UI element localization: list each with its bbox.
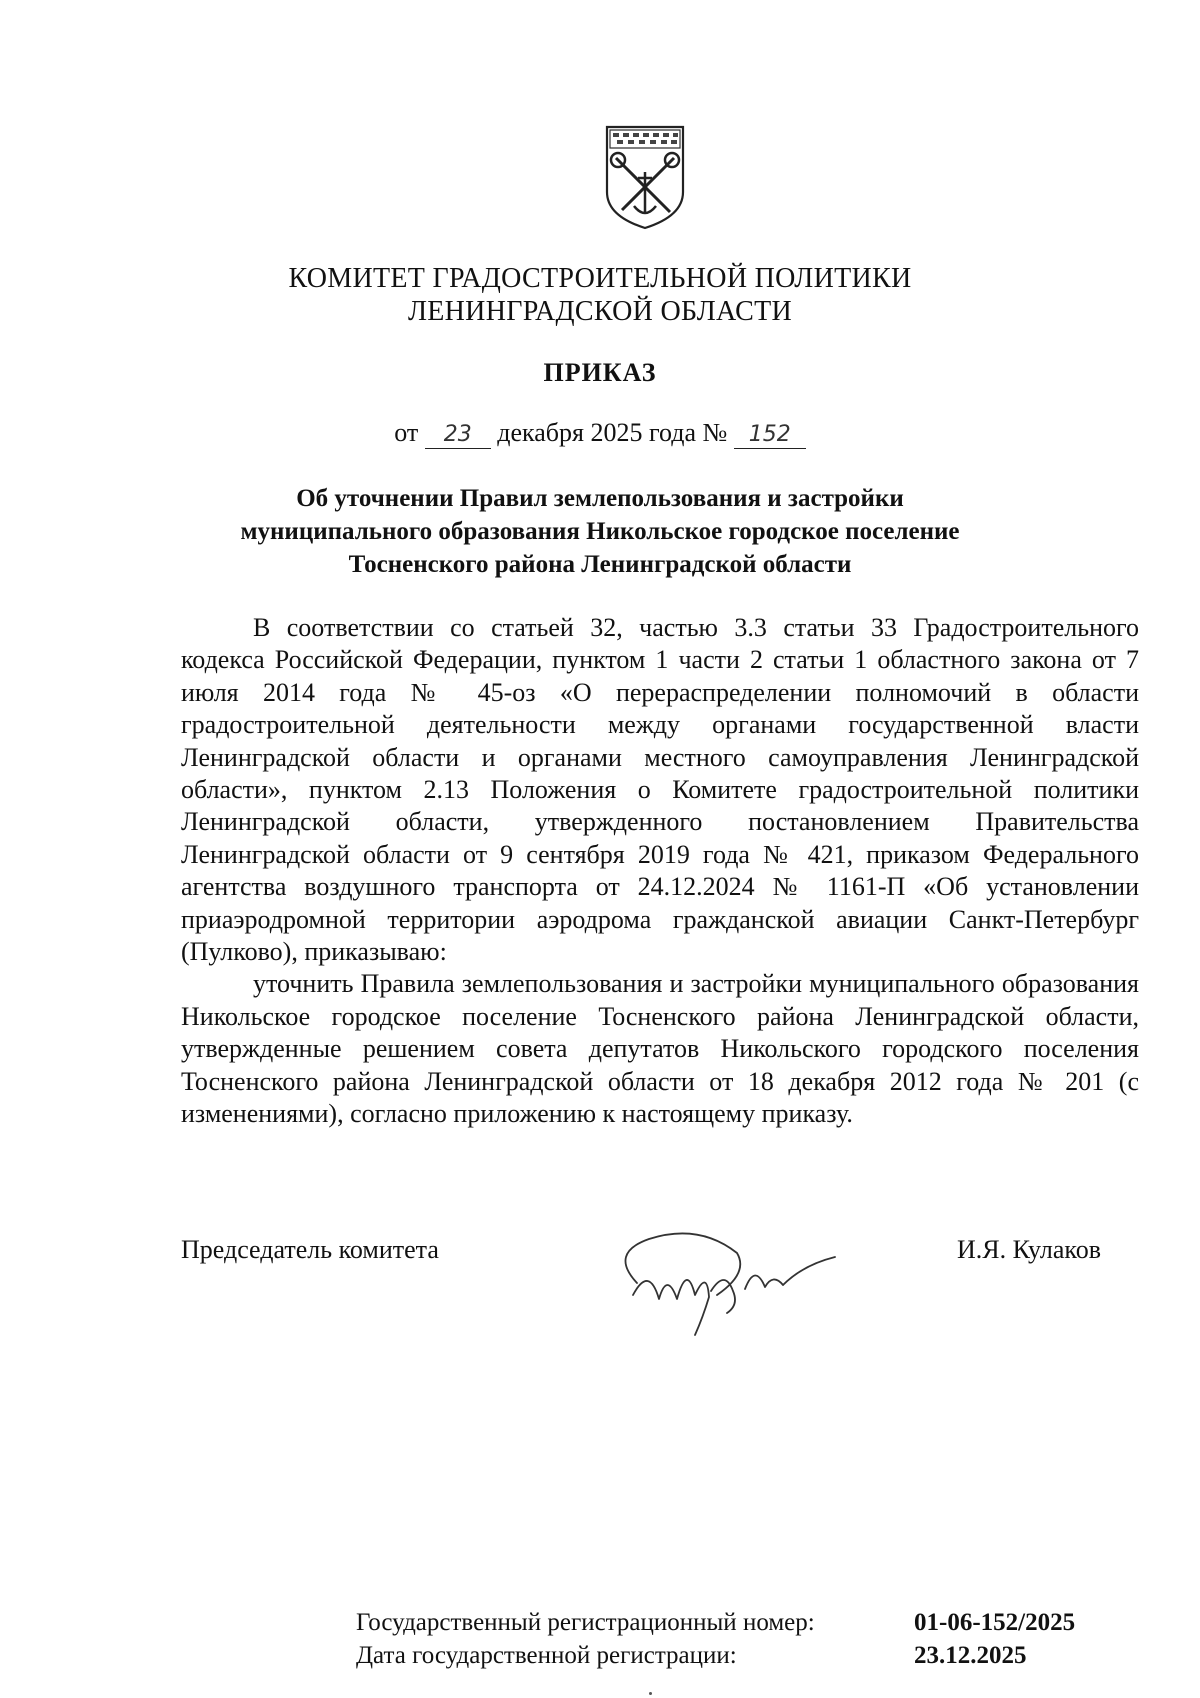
signatory-position: Председатель комитета (181, 1235, 439, 1264)
registration-number-value: 01-06-152/2025 (914, 1609, 1076, 1636)
coat-of-arms-icon (604, 124, 686, 230)
body-paragraph-1: В соответствии со статьей 32, частью 3.3 статьи 33 Градостроительного кодекса Российской Федерации, пунктом 1 части 2 статьи 1 областного закона от 7 июля 2014 года № 45-оз «О перераспределении полномочий в области градостроительной деятельности между органами государственной власти Ленинградской области и органами местного самоуправления Ленинградской области», пунктом 2.13 Положения о Комитете градостроительной политики Ленинградской области, утвержденного постановлением Правительства Ленинградской области от 9 сентября 2019 года № 421, приказом Федерального агентства воздушного транспорта от 24.12.2024 № 1161-П «Об установлении приаэродромной территории аэродрома гражданской авиации Санкт-Петербург (Пулково), приказываю: (181, 613, 1139, 967)
registration-number-row (356, 1606, 1075, 1639)
registration-date-value: 23.12.2025 (914, 1642, 1027, 1669)
subject-line-1: Об уточнении Правил землепользования и застройки (296, 485, 904, 512)
registration-number-label: Государственный регистрационный номер: (356, 1609, 815, 1636)
organization-line-2: ЛЕНИНГРАДСКОЙ ОБЛАСТИ (407, 296, 793, 327)
handwritten-day: 23 (425, 422, 491, 449)
signatory-name: И.Я. Кулаков (957, 1235, 1101, 1264)
body-paragraph-2: уточнить Правила землепользования и застройки муниципального образования Никольское городское поселение Тосненского района Ленинградской области, утвержденные решением совета депутатов Никольского городского поселения Тосненского района Ленинградской области от 18 декабря 2012 года № 201 (с изменениями), согласно приложению к настоящему приказу. (181, 969, 1139, 1129)
issuing-organization (0, 262, 1200, 328)
order-body (181, 612, 1139, 1131)
registration-date-row (356, 1639, 1075, 1672)
signature-block (181, 1235, 1101, 1365)
organization-line-1: КОМИТЕТ ГРАДОСТРОИТЕЛЬНОЙ ПОЛИТИКИ (288, 263, 912, 294)
order-subject (0, 482, 1200, 581)
subject-line-2: муниципального образования Никольское городское поселение (240, 518, 960, 545)
date-month-year: декабря 2025 года № (497, 418, 728, 447)
order-date-line (0, 418, 1200, 449)
registration-date-label: Дата государственной регистрации: (356, 1642, 737, 1669)
date-prefix: от (394, 418, 419, 447)
subject-line-3: Тосненского района Ленинградской области (348, 551, 852, 578)
handwritten-signature-icon (599, 1213, 839, 1343)
scan-artifact-dot (649, 1692, 652, 1695)
registration-info (356, 1606, 1075, 1672)
document-type: ПРИКАЗ (543, 358, 657, 387)
handwritten-order-number: 152 (734, 422, 806, 449)
